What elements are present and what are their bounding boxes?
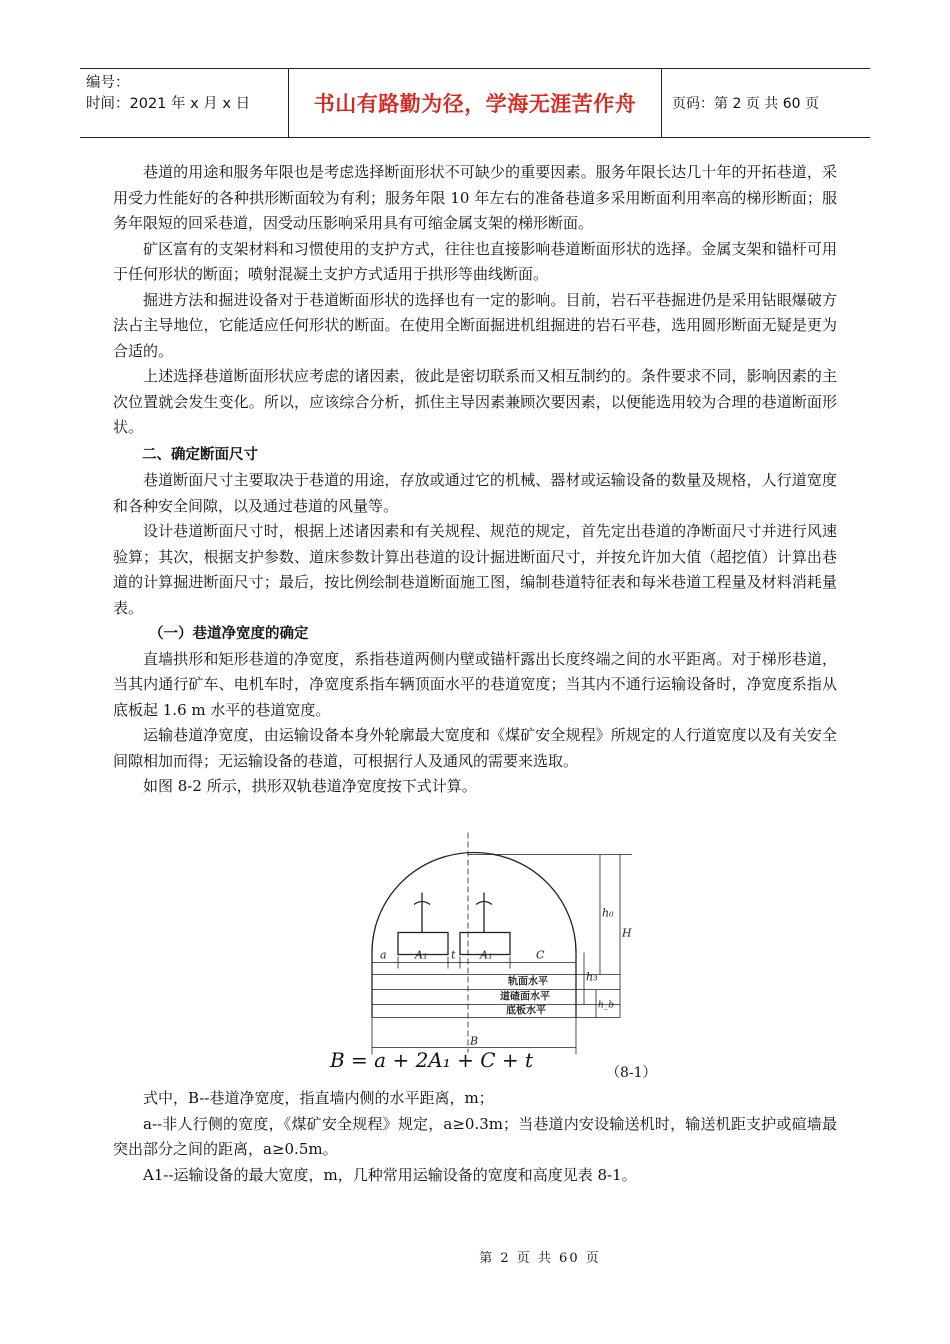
paragraph: 运输巷道净宽度，由运输设备本身外轮廓最大宽度和《煤矿安全规程》所规定的人行道宽度以及有关安全间隙相加而得；无运输设备的巷道，可根据行人及通风的需要来选取。	[113, 726, 837, 770]
header-meta	[80, 69, 289, 137]
definition: 式中，B--巷道净宽度，指直墙内侧的水平距离，m；	[143, 1089, 494, 1107]
header-page-info: 页码：第 2 页 共 60 页	[672, 96, 819, 112]
label-t: t	[451, 948, 456, 962]
section-heading: 二、确定断面尺寸	[142, 446, 258, 463]
label-h0: h₀	[602, 906, 614, 920]
paragraph: 设计巷道断面尺寸时，根据上述诸因素和有关规程、规范的规定，首先定出巷道的净断面尺寸并进行风速验算；其次，根据支护参数、道床参数计算出巷道的设计掘进断面尺寸，并按允许加大值（超挖值）计算出巷道的计算掘进断面尺寸；最后，按比例绘制巷道断面施工图，编制巷道特征表和每米巷道工程量及材料消耗量表。	[113, 522, 837, 617]
paragraph: 巷道的用途和服务年限也是考虑选择断面形状不可缺少的重要因素。服务年限长达几十年的开拓巷道，采用受力性能好的各种拱形断面较为有利；服务年限 10 年左右的准备巷道多采用断面利用率高的梯形断面；服务年限短的回采巷道，因受动压影响采用具有可缩金属支架的梯形断面。	[113, 163, 837, 232]
definition: A1--运输设备的最大宽度，m，几种常用运输设备的宽度和高度见表 8-1。	[143, 1165, 637, 1184]
label-hb: h_b	[598, 1000, 615, 1011]
number-label: 编号：	[86, 75, 130, 91]
formula-number: （8-1）	[606, 1065, 657, 1081]
page-header	[80, 68, 870, 138]
paragraph: 掘进方法和掘进设备对于巷道断面形状的选择也有一定的影响。目前，岩石平巷掘进仍是采用钻眼爆破方法占主导地位，它能适应任何形状的断面。在使用全断面掘进机组掘进的岩石平巷，选用圆形断面无疑是更为合适的。	[113, 290, 837, 360]
paragraph: 直墙拱形和矩形巷道的净宽度，系指巷道两侧内壁或锚杆露出长度终端之间的水平距离。对于梯形巷道，当其内通行矿车、电机车时，净宽度系指车辆顶面水平的巷道宽度；当其内不通行运输设备时，净宽度系指从底板起 1.6 m 水平的巷道宽度。	[113, 649, 837, 719]
formula: B = a + 2A₁ + C + t	[330, 1048, 534, 1072]
label-floor-level: 底板水平	[506, 1005, 546, 1017]
label-ballast-level: 道碴面水平	[500, 991, 550, 1003]
subsection-heading: （一）巷道净宽度的确定	[149, 625, 309, 642]
label-B: B	[470, 1034, 479, 1048]
header-motto: 书山有路勤为径，学海无涯苦作舟	[289, 69, 662, 137]
label-a: a	[380, 948, 387, 962]
paragraph: 巷道断面尺寸主要取决于巷道的用途，存放或通过它的机械、器材或运输设备的数量及规格，人行道宽度和各种安全间隙，以及通过巷道的风量等。	[113, 471, 837, 515]
label-C: C	[536, 948, 545, 962]
label-H: H	[622, 926, 632, 940]
paragraph: 矿区富有的支架材料和习惯使用的支护方式，往往也直接影响巷道断面形状的选择。金属支架和锚杆可用于任何形状的断面；喷射混凝土支护方式适用于拱形等曲线断面。	[113, 239, 837, 283]
label-h3: h₃	[586, 970, 598, 984]
label-A1: A₁	[415, 948, 428, 962]
label-rail-level: 轨面水平	[508, 976, 548, 988]
page-footer: 第 2 页 共 60 页	[479, 1251, 601, 1266]
paragraph: 如图 8-2 所示，拱形双轨巷道净宽度按下式计算。	[143, 777, 477, 795]
definitions	[113, 1086, 837, 1188]
date-label: 时间：2021 年 x 月 x 日	[86, 96, 251, 112]
main-content	[113, 160, 837, 800]
definition: a--非人行侧的宽度，《煤矿安全规程》规定，a≥0.3m；当巷道内安设输送机时，输送机距支护或碹墙最突出部分之间的距离，a≥0.5m。	[113, 1114, 837, 1158]
paragraph: 上述选择巷道断面形状应考虑的诸因素，彼此是密切联系而又相互制约的。条件要求不同，影响因素的主次位置就会发生变化。所以，应该综合分析，抓住主导因素兼顾次要因素，以便能选用较为合理的巷道断面形状。	[113, 367, 837, 436]
label-A1-b: A₁	[480, 948, 493, 962]
